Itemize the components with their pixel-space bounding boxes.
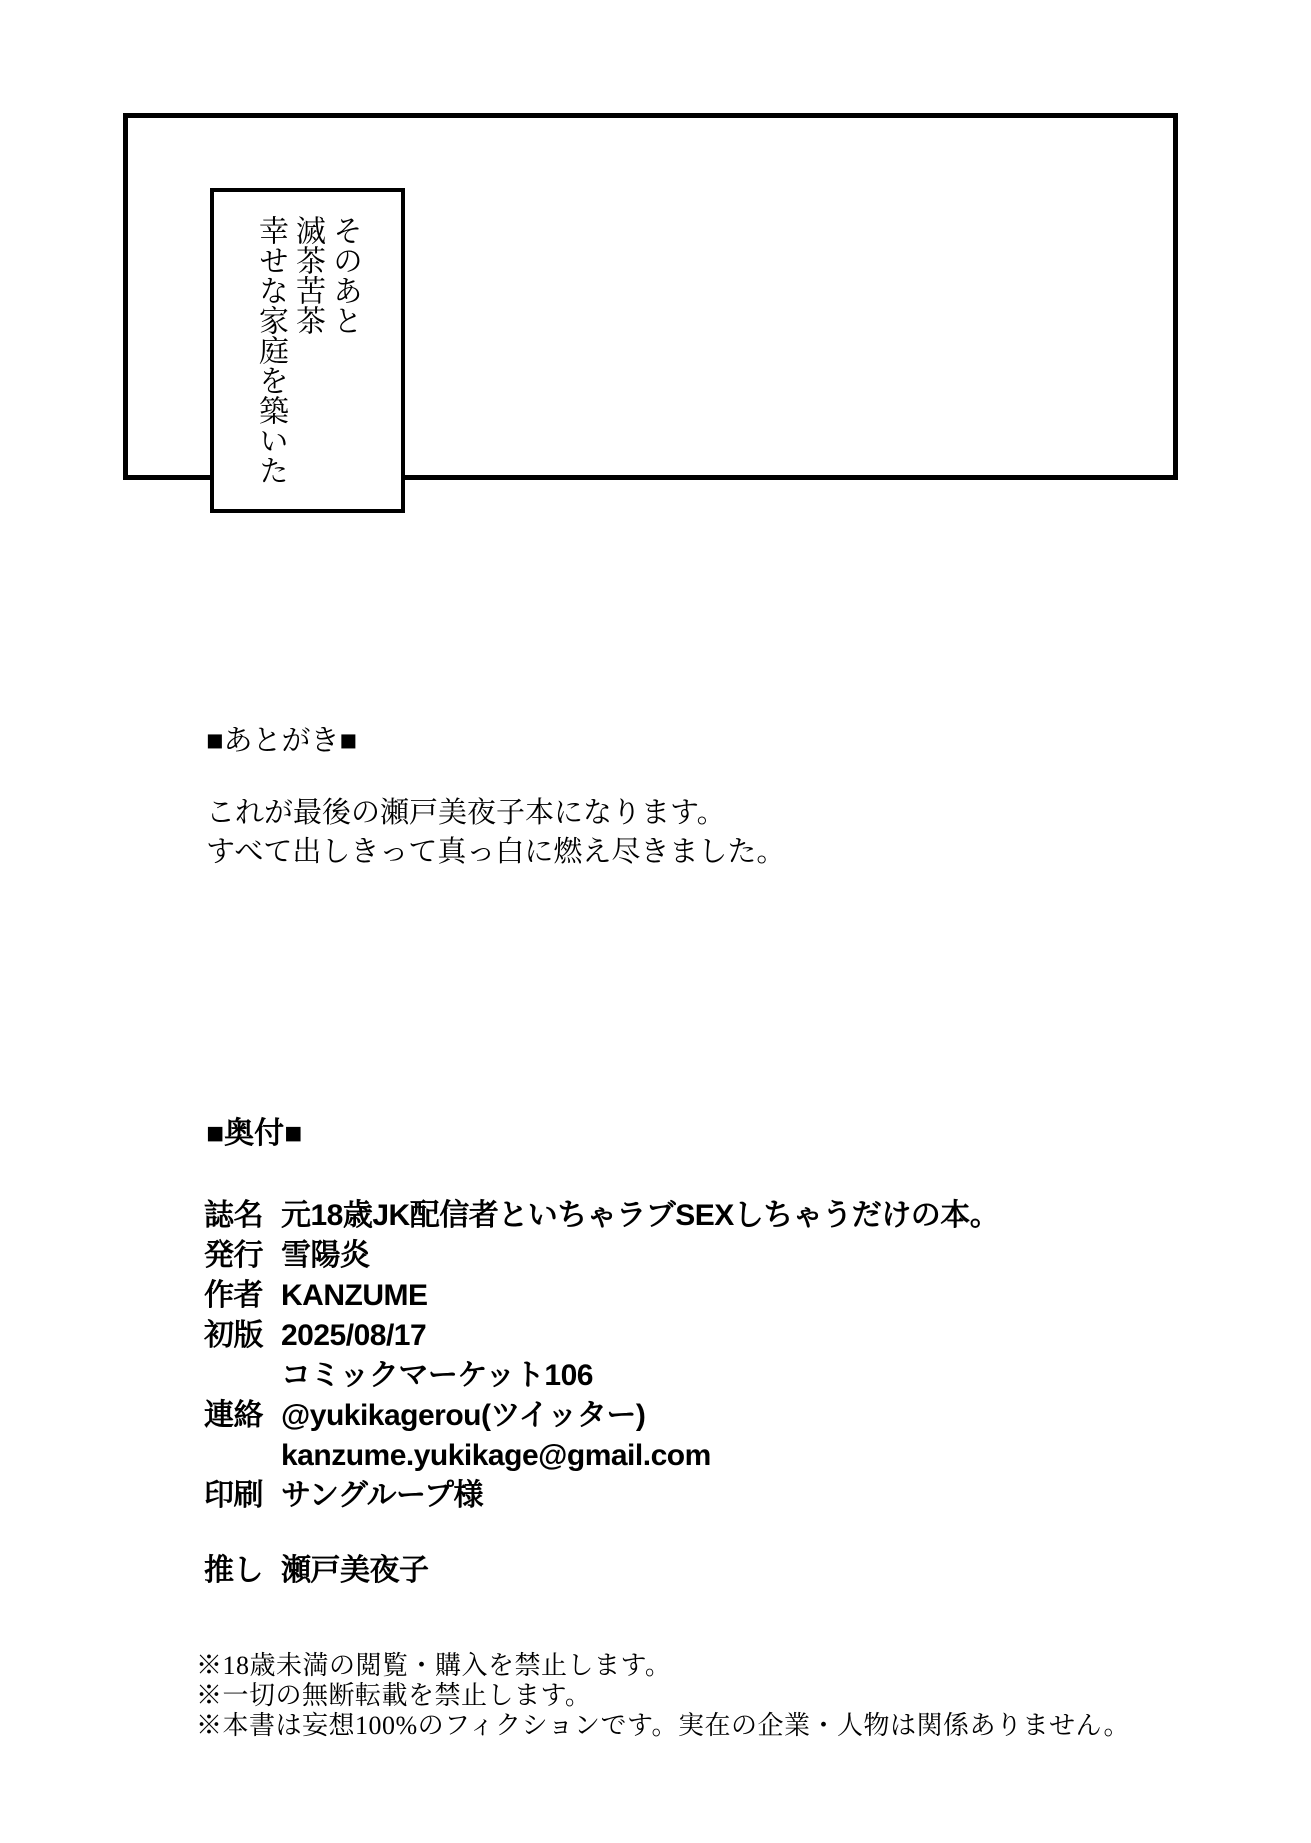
colophon-value: コミックマーケット106 (281, 1359, 593, 1392)
colophon-label: 発行 (204, 1239, 263, 1272)
colophon-value: KANZUME (281, 1279, 428, 1312)
speech-line: そのあと (328, 215, 361, 335)
colophon-row-author (204, 1276, 999, 1316)
colophon-row-title (204, 1196, 999, 1236)
vertical-speech-text (252, 192, 363, 509)
colophon-row-event (204, 1356, 999, 1396)
oshi-row (204, 1551, 429, 1591)
colophon-block (204, 1196, 999, 1516)
afterword-heading: ■あとがき■ (206, 725, 358, 757)
disclaimer-line: ※18歳未満の閲覧・購入を禁止します。 (196, 1651, 672, 1680)
speech-line: 滅茶苦茶 (291, 215, 324, 335)
afterword-line: これが最後の瀬戸美夜子本になります。 (206, 797, 726, 829)
colophon-heading: ■奥付■ (206, 1117, 303, 1150)
colophon-value: 2025/08/17 (281, 1319, 427, 1352)
colophon-row-email (204, 1436, 999, 1476)
colophon-value: 雪陽炎 (281, 1239, 370, 1272)
colophon-row-contact (204, 1396, 999, 1436)
disclaimer-line: ※一切の無断転載を禁止します。 (196, 1681, 592, 1710)
colophon-row-printer (204, 1476, 999, 1516)
colophon-value: @yukikagerou(ツイッター) (281, 1399, 646, 1432)
disclaimer-line: ※本書は妄想100%のフィクションです。実在の企業・人物は関係ありません。 (196, 1711, 1131, 1740)
colophon-row-first-edition (204, 1316, 999, 1356)
afterword-paragraph (206, 794, 785, 872)
colophon-label: 印刷 (204, 1479, 263, 1512)
colophon-row-publisher (204, 1236, 999, 1276)
afterword-line: すべて出しきって真っ白に燃え尽きました。 (206, 836, 786, 868)
speech-text-box (210, 188, 405, 513)
speech-line: 幸せな家庭を築いた (254, 215, 287, 485)
disclaimers-block (196, 1651, 1130, 1741)
oshi-value: 瀬戸美夜子 (281, 1554, 429, 1587)
colophon-label: 連絡 (204, 1399, 263, 1432)
colophon-label (204, 1436, 281, 1476)
colophon-label: 誌名 (204, 1199, 263, 1232)
colophon-label: 作者 (204, 1279, 263, 1312)
colophon-value: 元18歳JK配信者といちゃラブSEXしちゃうだけの本。 (281, 1199, 1000, 1232)
colophon-label: 初版 (204, 1319, 263, 1352)
oshi-label: 推し (204, 1554, 263, 1587)
colophon-value: サングループ様 (281, 1479, 483, 1512)
colophon-value: kanzume.yukikage@gmail.com (281, 1439, 711, 1472)
colophon-label (204, 1356, 281, 1396)
